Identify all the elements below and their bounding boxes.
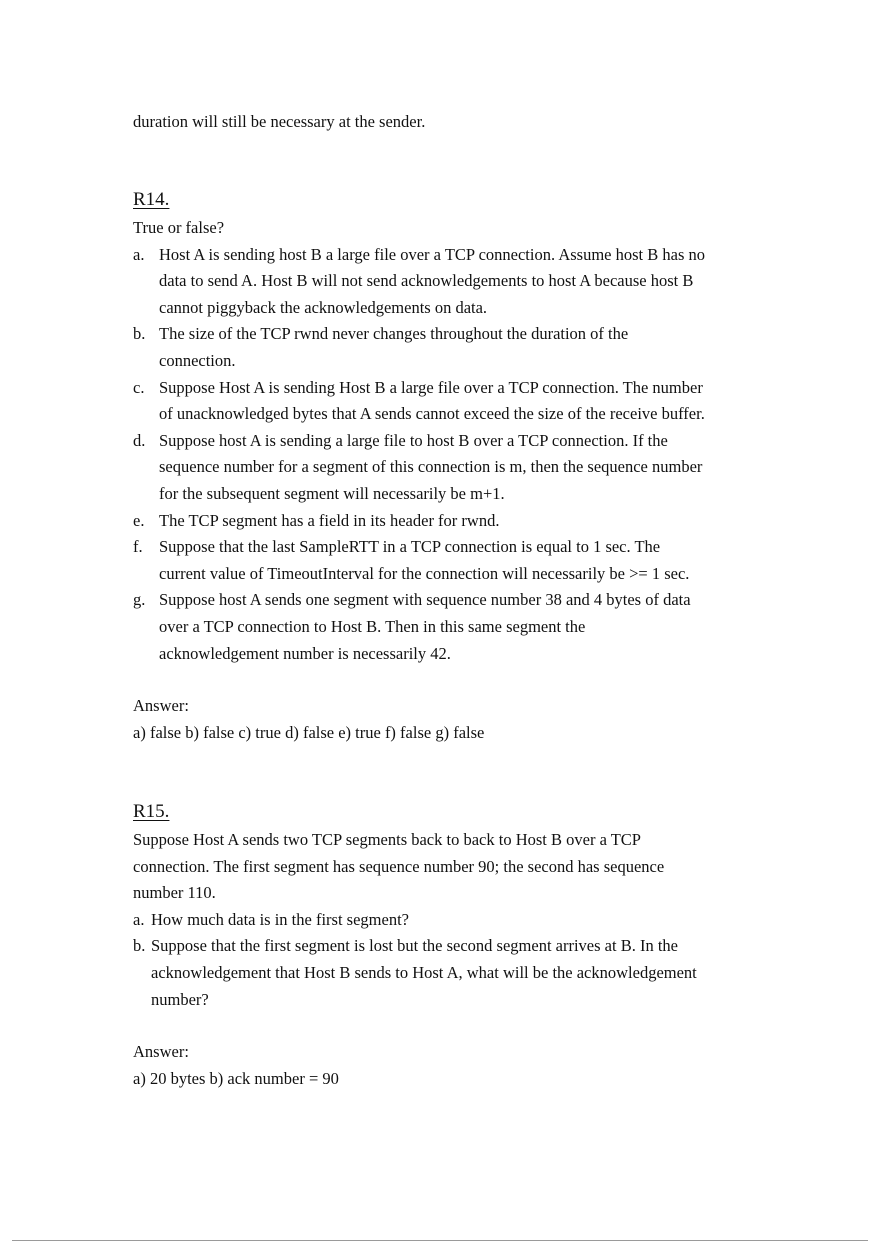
list-item-line: The size of the TCP rwnd never changes throughout the duration of the <box>159 324 629 344</box>
list-item-line: Host A is sending host B a large file over a TCP connection. Assume host B has no <box>159 244 705 264</box>
list-item-line: current value of TimeoutInterval for the connection will necessarily be >= 1 sec. <box>159 563 690 583</box>
question-intro-line: connection. The first segment has sequence number 90; the second has sequence <box>133 856 665 876</box>
list-item <box>133 242 773 322</box>
list-marker: c. <box>133 377 145 397</box>
list-item <box>133 321 773 374</box>
list-item <box>133 587 773 667</box>
question-heading-r15: R15. <box>133 801 170 822</box>
list-item-line: Suppose that the last SampleRTT in a TCP connection is equal to 1 sec. The <box>159 537 661 557</box>
list-item-line: Suppose Host A is sending Host B a large file over a TCP connection. The number <box>159 377 703 397</box>
continuation-text <box>133 109 773 136</box>
list-marker: b. <box>133 936 146 956</box>
list-item-line: over a TCP connection to Host B. Then in this same segment the <box>159 616 586 636</box>
list-marker: d. <box>133 430 146 450</box>
continuation-line: duration will still be necessary at the sender. <box>133 112 426 131</box>
list-item-line: data to send A. Host B will not send acknowledgements to host A because host B <box>159 271 694 291</box>
list-marker: e. <box>133 510 145 530</box>
question-heading-r14: R14. <box>133 189 170 210</box>
list-item <box>133 428 773 508</box>
question-intro-line: number 110. <box>133 883 216 903</box>
list-item-line: of unacknowledged bytes that A sends cannot exceed the size of the receive buffer. <box>159 404 705 424</box>
list-item-line: sequence number for a segment of this connection is m, then the sequence number <box>159 457 703 477</box>
question-r15 <box>133 798 773 1092</box>
answer-label-r14: Answer: <box>133 696 189 716</box>
list-item <box>133 907 773 934</box>
answer-text-r14: a) false b) false c) true d) false e) true f) false g) false <box>133 722 485 742</box>
list-item <box>133 375 773 428</box>
list-item-line: for the subsequent segment will necessarily be m+1. <box>159 483 505 503</box>
list-item-line: connection. <box>159 350 236 370</box>
list-item-line: Suppose host A is sending a large file to host B over a TCP connection. If the <box>159 430 668 450</box>
list-marker: f. <box>133 537 143 557</box>
answer-text-r15: a) 20 bytes b) ack number = 90 <box>133 1068 339 1088</box>
list-item-line: Suppose that the first segment is lost but the second segment arrives at B. In the <box>151 936 678 956</box>
list-item-line: acknowledgement number is necessarily 42. <box>159 643 451 663</box>
list-item-line: number? <box>151 989 209 1009</box>
list-marker: b. <box>133 324 146 344</box>
answer-label-r15: Answer: <box>133 1042 189 1062</box>
list-item-line: How much data is in the first segment? <box>151 909 409 929</box>
list-item <box>133 508 773 535</box>
list-item-line: cannot piggyback the acknowledgements on data. <box>159 297 488 317</box>
page-bottom-rule <box>12 1240 868 1241</box>
list-item-line: acknowledgement that Host B sends to Host A, what will be the acknowledgement <box>151 962 697 982</box>
list-marker: a. <box>133 909 145 929</box>
list-item-line: Suppose host A sends one segment with sequence number 38 and 4 bytes of data <box>159 590 691 610</box>
question-intro-line: Suppose Host A sends two TCP segments back to back to Host B over a TCP <box>133 830 641 849</box>
list-item <box>133 534 773 587</box>
list-marker: a. <box>133 244 145 264</box>
list-marker: g. <box>133 590 146 610</box>
question-prompt-r14: True or false? <box>133 218 225 237</box>
list-item <box>133 933 773 1013</box>
question-r14 <box>133 186 773 746</box>
list-item-line: The TCP segment has a field in its header for rwnd. <box>159 510 500 530</box>
